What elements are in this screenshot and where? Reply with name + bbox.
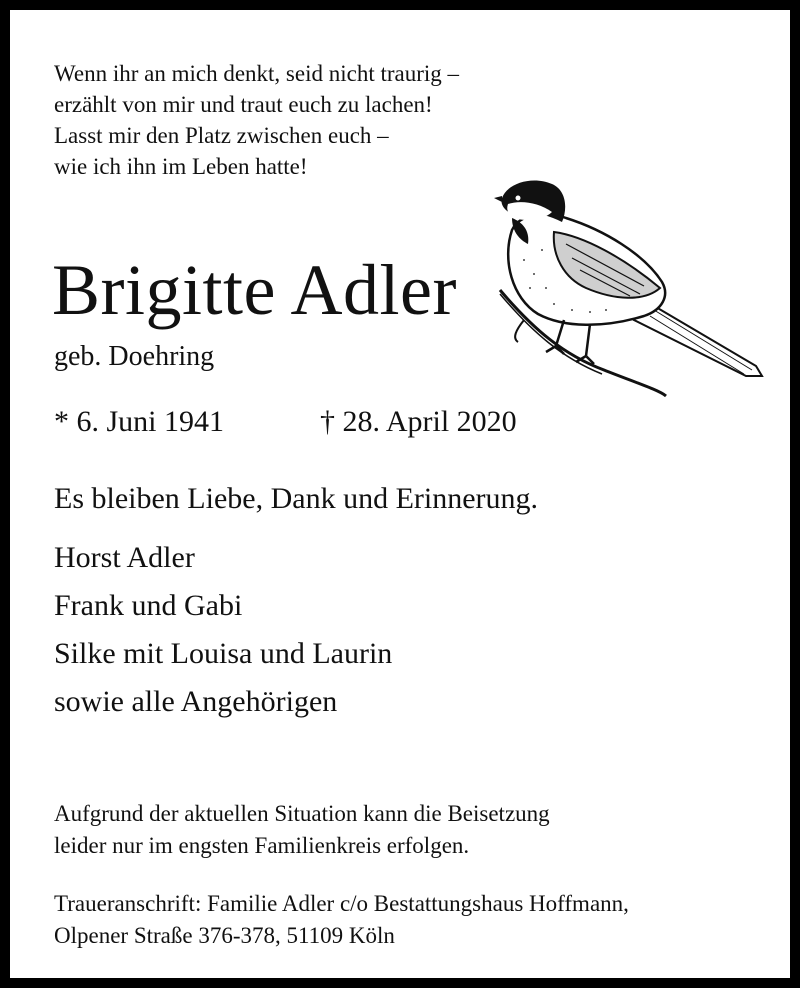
notice-line: Aufgrund der aktuellen Situation kann die Beisetzung: [54, 801, 550, 826]
notice-line: leider nur im engsten Familienkreis erfolgen.: [54, 833, 470, 858]
poem-line: Wenn ihr an mich denkt, seid nicht traurig –: [54, 61, 460, 86]
mourner-name: Silke mit Louisa und Laurin: [54, 637, 393, 670]
poem-line: wie ich ihn im Leben hatte!: [54, 154, 308, 179]
mourners-list: [54, 534, 392, 726]
address-line: Traueranschrift: Familie Adler c/o Bestattungshaus Hoffmann,: [54, 891, 629, 916]
funeral-notice: [54, 798, 550, 862]
address-line: Olpener Straße 376-378, 51109 Köln: [54, 923, 395, 948]
bird-on-branch-icon: [494, 170, 770, 402]
mourner-name: Horst Adler: [54, 541, 195, 574]
mourning-address: [54, 888, 629, 952]
death-date: † 28. April 2020: [320, 405, 517, 438]
birth-date: * 6. Juni 1941: [54, 405, 225, 438]
mourner-name: sowie alle Angehörigen: [54, 685, 338, 718]
deceased-name: Brigitte Adler: [52, 250, 457, 330]
poem-line: erzählt von mir und traut euch zu lachen!: [54, 92, 433, 117]
closing-line: Es bleiben Liebe, Dank und Erinnerung.: [54, 482, 539, 515]
poem-line: Lasst mir den Platz zwischen euch –: [54, 123, 389, 148]
mourner-name: Frank und Gabi: [54, 589, 243, 622]
poem: [54, 58, 459, 182]
birth-name: geb. Doehring: [54, 341, 215, 372]
